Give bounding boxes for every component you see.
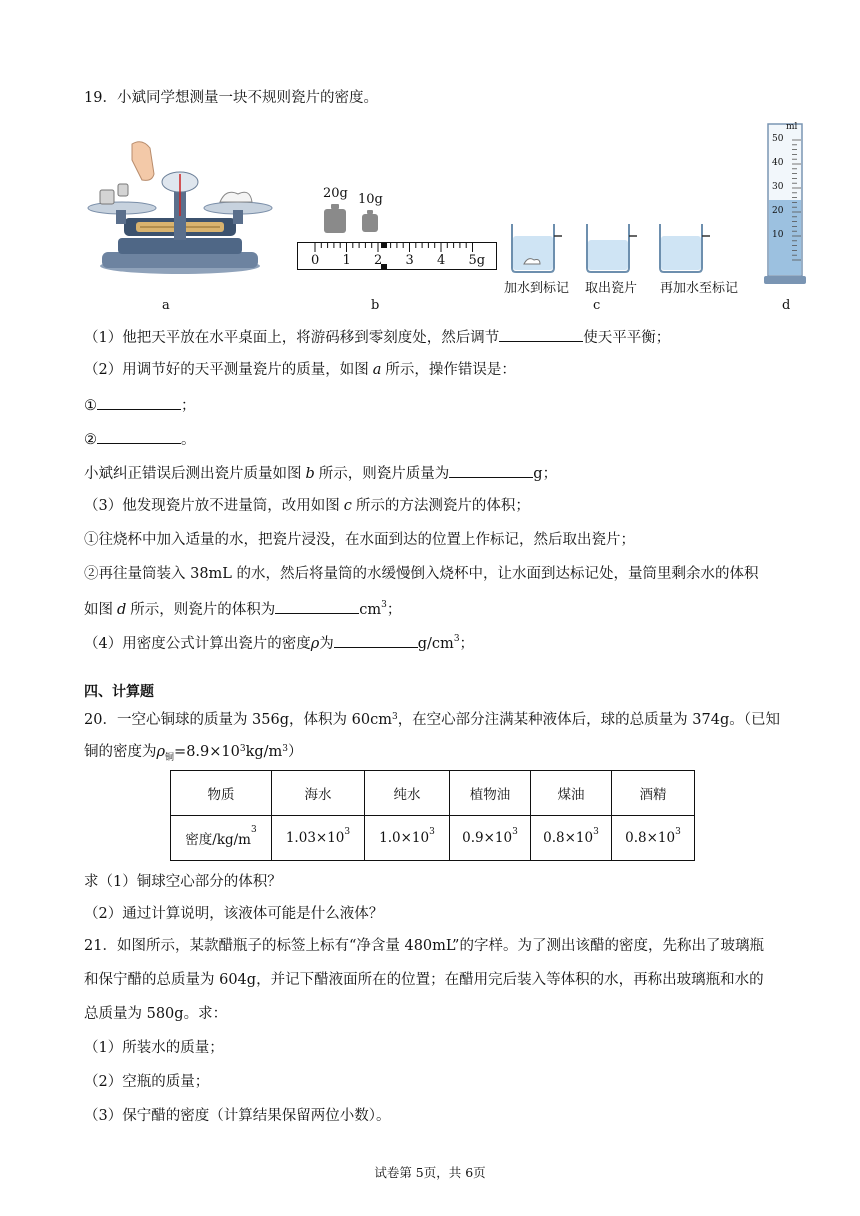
answer-blank[interactable] <box>97 428 181 444</box>
q19-mass: 小斌纠正错误后测出瓷片质量如图 b 所示，则瓷片质量为 g； <box>84 462 557 484</box>
ruler-tick-label: 0 <box>311 253 320 268</box>
table-cell: $0.8\times 10^3$ <box>531 816 612 861</box>
q21-ask3: （3）保宁醋的密度（计算结果保留两位小数）。 <box>84 1108 391 1124</box>
q19-error-2: ② 。 <box>84 428 196 450</box>
answer-blank[interactable] <box>449 462 533 478</box>
cylinder-mark-label: 10 <box>772 230 784 240</box>
page-footer: 试卷第 5页，共 6页 <box>374 1165 486 1180</box>
q21-line3: 总质量为 580g。求： <box>84 1006 228 1022</box>
cylinder-mark-label: 50 <box>772 134 784 144</box>
figure-a-label: a <box>162 298 170 313</box>
table-cell: 海水 <box>272 771 365 816</box>
ruler-tick-label: 4 <box>437 253 446 268</box>
table-cell: $1.0\times 10^3$ <box>365 816 450 861</box>
ruler-tick-label: 5g <box>468 253 486 268</box>
ruler-tick-label: 1 <box>342 253 351 268</box>
step-caption-1: 加水到标记 <box>504 281 570 296</box>
weight-20g-icon <box>322 204 348 234</box>
cylinder-unit: ml <box>786 122 798 132</box>
rider-scale <box>297 242 497 270</box>
answer-blank[interactable] <box>334 632 418 648</box>
weight-20g-label: 20g <box>323 186 348 201</box>
answer-blank[interactable] <box>499 326 583 342</box>
q19-part4: （4）用密度公式计算出瓷片的密度ρ为 $g/cm^3$； <box>84 634 475 652</box>
table-header-cell: 密度$/kg/m^3$ <box>171 816 272 861</box>
step-caption-2: 取出瓷片 <box>585 281 638 296</box>
cylinder-mark-label: 20 <box>772 206 784 216</box>
q20-line1: 20．一空心铜球的质量为 356g，体积为 $60cm^3$，在空心部分注满某种液体后，球的总质量为 374g。（已知 <box>84 712 781 728</box>
table-cell: 植物油 <box>450 771 531 816</box>
balance-figure <box>88 140 273 280</box>
answer-blank[interactable] <box>275 598 359 614</box>
q19-step1: ①往烧杯中加入适量的水，把瓷片浸没，在水面到达的位置上作标记，然后取出瓷片； <box>84 532 635 548</box>
table-cell: 纯水 <box>365 771 450 816</box>
q19-part1: （1）他把天平放在水平桌面上，将游码移到零刻度处，然后调节 使天平平衡； <box>84 326 670 348</box>
answer-blank[interactable] <box>97 394 181 410</box>
figure-d-label: d <box>782 298 791 313</box>
beaker-3-icon <box>658 222 714 274</box>
q21-line2: 和保宁醋的总质量为 604g，并记下醋液面所在的位置；在醋用完后装入等体积的水，再称出玻璃瓶和水的 <box>84 972 764 988</box>
q19-part2: （2）用调节好的天平测量瓷片的质量，如图 a 所示，操作错误是： <box>84 362 516 378</box>
ruler-tick-label: 3 <box>405 253 414 268</box>
section-title: 四、计算题 <box>84 684 154 700</box>
q19-step2: ②再往量筒装入 38mL 的水，然后将量筒的水缓慢倒入烧杯中，让水面到达标记处，量筒里剩余水的体积 <box>84 566 759 582</box>
weight-10g-label: 10g <box>358 192 383 207</box>
q21-ask2: （2）空瓶的质量； <box>84 1074 210 1090</box>
q19-volume: 如图 d 所示，则瓷片的体积为 $cm^3$； <box>84 600 402 618</box>
cylinder-mark-label: 40 <box>772 158 784 168</box>
q21-line1: 21．如图所示，某款醋瓶子的标签上标有“净含量 480mL”的字样。为了测出该醋的密度，先称出了玻璃瓶 <box>84 938 764 954</box>
step-caption-3: 再加水至标记 <box>660 281 739 296</box>
table-row <box>171 816 695 861</box>
ruler-tick-label: 2 <box>374 253 383 268</box>
q21-ask1: （1）所装水的质量； <box>84 1040 224 1056</box>
table-cell: $0.9\times 10^3$ <box>450 816 531 861</box>
beaker-2-icon <box>585 222 641 274</box>
table-cell: $0.8\times 10^3$ <box>612 816 695 861</box>
figure-c-label: c <box>593 298 601 313</box>
q20-ask2: （2）通过计算说明，该液体可能是什么液体？ <box>84 906 384 922</box>
table-header-cell: 物质 <box>171 771 272 816</box>
table-row <box>171 771 695 816</box>
table-cell: $1.03\times 10^3$ <box>272 816 365 861</box>
q19-error-1: ① ； <box>84 394 196 416</box>
table-cell: 煤油 <box>531 771 612 816</box>
cylinder-mark-label: 30 <box>772 182 784 192</box>
q19-part3: （3）他发现瓷片放不进量筒，改用如图 c 所示的方法测瓷片的体积； <box>84 498 530 514</box>
q20-ask1: 求（1）铜球空心部分的体积？ <box>84 874 282 890</box>
density-table <box>170 770 695 861</box>
figure-b-label: b <box>371 298 380 313</box>
weight-10g-icon <box>360 210 380 234</box>
table-cell: 酒精 <box>612 771 695 816</box>
beaker-1-icon <box>510 222 566 274</box>
graduated-cylinder <box>764 122 808 286</box>
q19-title: 19．小斌同学想测量一块不规则瓷片的密度。 <box>84 90 378 106</box>
q20-line2: 铜的密度为$\rho_铜=8.9\times 10^3kg/m^3$） <box>84 744 303 763</box>
